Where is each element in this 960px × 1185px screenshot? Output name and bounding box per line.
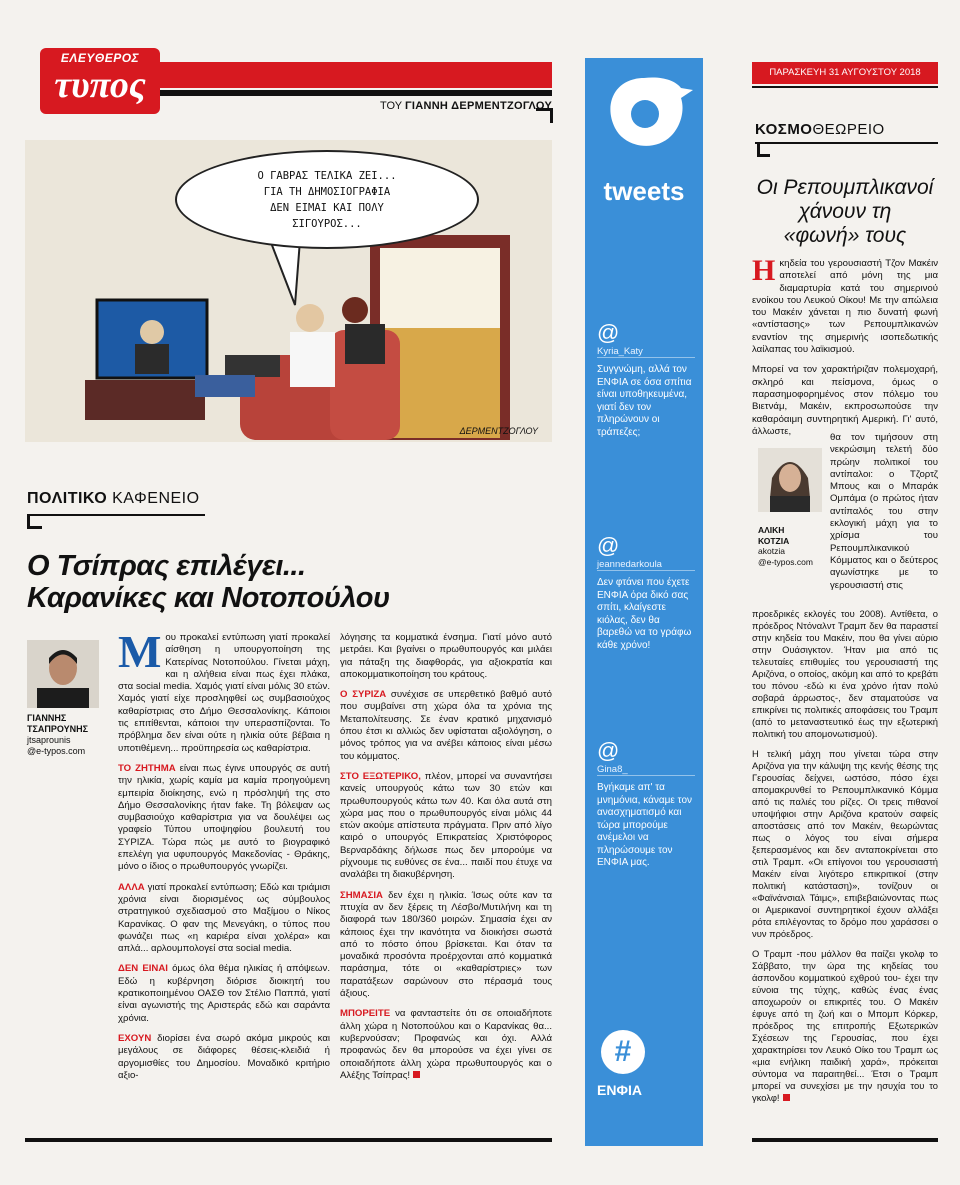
- tweet-handle[interactable]: Kyria_Katy: [597, 346, 643, 357]
- date-underline: [752, 86, 938, 88]
- right-article-intro: Ηκηδεία του γερουσιαστή Τζον Μακέιν αποτελεί από μόνη της μια διαμαρτυρία κατά του σημερινού ενοίκου του Λευκού Οίκου! Με την απώλεια του Μακέιν χάνεται η πιο δυνατή φωνή «αντίστασης» των Ρεπουμπλικανών εναντίον της σημερινής ισοπεδωτικής λαίλαπας του λαϊκισμού. Μπορεί να τον χαρακτήριζαν πολεμοχαρή, σκληρό και πείσμονα, όμως ο παρασημοφορημένος στον πόλεμο του Βιετνάμ, Μακέιν, εκπροσωπούσε την καθαρόαιμη συντηρητική Αμερική. Γι' αυτό, άλλωστε,: [752, 254, 938, 437]
- right-author-photo: [758, 448, 822, 512]
- tweet-item: [585, 320, 703, 439]
- tweet-divider: [597, 570, 695, 571]
- right-section-label: ΚΟΣΜΟΘΕΩΡΕΙΟ: [755, 121, 885, 138]
- author-portrait: [27, 640, 99, 708]
- tweets-title: tweets: [603, 176, 685, 206]
- section-underline: [27, 514, 205, 516]
- article-footer-rule: [25, 1138, 552, 1142]
- article-headline: Ο Τσίπρας επιλέγει... Καρανίκες και Νοτοπούλου: [27, 550, 390, 614]
- tweets-column: [585, 58, 703, 1146]
- speech-bubble: Ο ΓΑΒΡΑΣ ΤΕΛΙΚΑ ΖΕΙ... ΓΙΑ ΤΗ ΔΗΜΟΣΙΟΓΡΑΦΙΑ ΔΕΝ ΕΙΜΑΙ ΚΑΙ ΠΟΛΥ ΣΙΓΟΥΡΟΣ...: [175, 150, 479, 249]
- tweet-divider: [597, 775, 695, 776]
- right-section-underline: [755, 142, 938, 144]
- hashtag-label[interactable]: ΕΝΦΙΑ: [597, 1082, 642, 1098]
- right-dropcap: Η: [752, 254, 776, 287]
- section-hook-icon: [27, 516, 42, 529]
- tweet-text: Βγήκαμε απ' τα μνημόνια, κάναμε τον ανασχηματισμό και τώρα μπορούμε ανέμελοι να πληρώσουμε τον ΕΝΦΙΑ μας.: [597, 782, 693, 868]
- section-label: ΠΟΛΙΤΙΚΟ ΚΑΦΕΝΕΙΟ: [27, 490, 200, 507]
- masthead-divider: [160, 90, 552, 96]
- article-column-2: λόγησης τα κομματικά ένσημα. Γιατί μόνο αυτό μετράει. Και βγαίνει ο πρωθυπουργός και μιλάει για πάταξη της διαφθοράς, για αξιοκρατία και αποκομματικοποίηση του κράτους. Ο ΣΥΡΙΖΑ συνέχισε σε υπερθετικό βαθμό αυτό που συμβαίνει στη χώρα όλα τα χρόνια της Μεταπολίτευσης. Σε έναν κρατικό μηχανισμό όπου έτσι κι αλλιώς δεν υφίσταται αξιολόγηση, ο μόνος τρόπος για να ανέβει κάποιος είναι μέσω του κόμματος. ΣΤΟ ΕΞΩΤΕΡΙΚΟ, πλέον, μπορεί να συναντήσει κανείς υπουργούς κάτω των 30 ετών και πρωθυπουργούς κάτω των 40. Και όλα αυτά στη χώρα μας που ο πρωθυπουργός είναι μόλις 44 ετών ακούμε απίστευτα πράγματα. Πριν από λίγο καιρό ο υπουργός Επικρατείας Χριστόφορος Βερναρδάκης δήλωσε πως δεν μπορούμε να ρίχνουμε τις ευθύνες σε ένα... παιδί που έτυχε να αναλάβει τη διακυβέρνηση. ΣΗΜΑΣΙΑ δεν έχει η ηλικία. Ίσως ούτε καν τα πτυχία αν δεν ξέρεις τη Λέσβο/Μυτιλήνη και τη διαφορά των 180/360 μοιρών. Σημασία έχει αν κάποιος έχει την ικανότητα να διοικήσει σωστά από το πόστο όπου βρίσκεται. Και όταν τα μοναδικά προσόντα προέρχονται από κομματικά παράσημα, τότε οι «καθαρίστριες» των παρατάξεων σαρώνουν στο πέρασμά τους άξιους. ΜΠΟΡΕΙΤΕ να φανταστείτε ότι σε οποιαδήποτε άλλη χώρα η Νοτοπούλου και ο Καρανίκας θα... κυβερνούσαν; Προφανώς και όχι. Αλλά προφανώς δεν θα μπορούσε να έχει γίνει σε οποιαδήποτε άλλη χώρα πρωθυπουργός και ο Αλέξης Τσίπρας!: [340, 632, 552, 1081]
- end-mark: [413, 1071, 420, 1078]
- author-photo: [27, 640, 99, 708]
- tweet-handle[interactable]: jeannedarkoula: [597, 559, 662, 570]
- right-author-info: ΑΛΙΚΗ ΚΟΤΖΙΑ akotzia @e-typos.com: [758, 525, 813, 567]
- at-icon: @: [597, 533, 620, 558]
- cartoonist-signature: ΔΕΡΜΕΝΤΖΟΓΛΟΥ: [459, 426, 538, 436]
- newspaper-logo: ΕΛΕΥΘΕΡΟΣ τυπος: [40, 48, 160, 114]
- tweet-divider: [597, 357, 695, 358]
- tweet-text: Δεν φτάνει που έχετε ΕΝΦΙΑ όρα δικό σας σπίτι, κλαίγεστε κιόλας, δεν θα βαρεθώ να το γράφω κάθε χρόνο!: [597, 577, 692, 651]
- at-icon: @: [597, 320, 620, 345]
- masthead-red-bar: [160, 62, 552, 88]
- right-author-portrait: [758, 448, 822, 512]
- author-info: ΓΙΑΝΝΗΣ ΤΣΑΠΡΟΥΝΗΣ jtsaprounis @e-typos.com: [27, 713, 89, 756]
- right-section-hook-icon: [757, 144, 770, 157]
- right-footer-rule: [752, 1138, 938, 1142]
- right-article-body: προεδρικές εκλογές του 2008). Αντίθετα, ο πρόεδρος Ντόναλντ Τραμπ δεν θα παραστεί στην κηδεία του Μακέιν, που θα γίνει αύριο στην Ουάσιγκτον. Ήταν μια από τις τελευταίες επιθυμίες του γερουσιαστή της Αριζόνα, ο οποίος, ακόμη και από το κρεβάτι του πόνου -εδώ κι ένα χρόνο ήταν πολύ σοβαρά άρρωστος-, δεν σταματούσε να επικρίνει τις πολιτικές αποφάσεις του Τραμπ (από το μεταναστευτικό έως την εξωτερική πολιτική του απομονωτισμού). Η τελική μάχη που γίνεται τώρα στην Αριζόνα για την κάλυψη της κενής θέσης της Γερουσίας δείχνει, ωστόσο, πόσο έχει απομακρυνθεί το Ρεπουμπλικανικό Κόμμα από τις παλιές του ρίζες. Οι τρεις πιθανοί υποψήφιοι στην Αριζόνα κρατούν σαφείς αποστάσεις από τον Μακέιν, θεωρώντας πως ο λόγος του είναι σήμερα ξεπερασμένος και δεν ανταποκρίνεται στο στιλ Τραμπ. «Οι επίγονοι του γερουσιαστή Μακέιν είναι λιγότερο επικριτικοί (στην πολιτική κατάσταση)», τονίζουν οι «Φαϊνάνσιαλ Τάιμς», επιβεβαιώνοντας πως οι Αμερικανοί συντηρητικοί έχουν αλλάξει ρότα επιλέγοντας το δρόμο που χαράσσει ο νυν πρόεδρος. Ο Τραμπ -που μάλλον θα παίζει γκολφ το Σάββατο, την ώρα της κηδείας του άσπονδου κομματικού εχθρού του- έχει την εύνοια της τύχης, καθώς ένας ένας αποχωρούν οι επικριτές του. Ο Μακέιν έφυγε από τη ζωή και ο Μπομπ Κόρκερ, πρόεδρος της επιτροπής Εξωτερικών Σχέσεων της Γερουσίας, που έχει χαρακτηρίσει τον Λευκό Οίκο του Τραμπ ως «μια ενήλικη παιδική χαρά», πρόκειται σύντομα να παραιτηθεί... Έτσι ο Τραμπ μπορεί να συνεχίσει με την ησυχία του το γκολφ!: [752, 608, 938, 1103]
- political-cartoon: [25, 140, 552, 442]
- tweet-handle[interactable]: Gina8_: [597, 764, 628, 775]
- right-article-title: Οι Ρεπουμπλικανοί χάνουν τη «φωνή» τους: [756, 176, 934, 247]
- tweet-text: Συγγνώμη, αλλά τον ΕΝΦΙΑ σε όσα σπίτια είναι υποθηκευμένα, γιατί δεν τον πληρώνουν οι τράπεζες;: [597, 364, 692, 438]
- article-column-1: Μου προκαλεί εντύπωση γιατί προκαλεί αίσθηση η υπουργοποίηση της Κατερίνας Νοτοπούλου. Γίνεται μάχη, και η αλήθεια είναι πως έχει πλάκα, στα social media. Χαμός γιατί είναι μόλις 30 ετών. Χαμός γιατί είχε προσληφθεί ως συμβασιούχος καθαρίστριας στο Δήμο Θεσσαλονίκης. Κάποιοι τις επιτίθενται, κάποιοι την υπερασπίζονται. Το πρόβλημα δεν είναι ούτε η ηλικία ούτε βέβαια η υποτιθέμενη... προϋπηρεσία ως καθαρίστρια. ΤΟ ΖΗΤΗΜΑ είναι πως έγινε υπουργός σε αυτή την ηλικία, χωρίς καμία μα καμία προηγούμενη εμπειρία διοίκησης, ενώ η πρόσληψή της στο Δήμο Θεσσαλονίκης ήταν fake. Τη βόλεψαν ως συμβασιούχο καθαρίστρια για να δουλέψει ως γραφείο Τύπου υποψηφίου βουλευτή του ΣΥΡΙΖΑ. Τώρα πώς με αυτό το βιογραφικό επελέγη για υφυπουργός Μακεδονίας - Θράκης, μόνο ο ίδιος ο πρωθυπουργός γνωρίζει. ΑΛΛΑ γιατί προκαλεί εντύπωση; Εδώ και τριάμισι χρόνια είναι διορισμένος ως σύμβουλος στρατηγικού σχεδιασμού στο Μαξίμου ο Νίκος Καρανίκας. Ο φαν της Μενεγάκη, ο τύπος που φωνάζει πως «η καριέρα είναι χολέρα» και απλά... αρλουμπολογεί στα social media. ΔΕΝ ΕΙΝΑΙ όμως όλα θέμα ηλικίας ή απόψεων. Εδώ η κυβέρνηση διόρισε διοικητή του κρατικοποιημένου ΟΑΣΘ τον Στέλιο Παππά, γιατί είναι αγωνιστής της Αριστεράς εδώ και σαράντα χρόνια. ΕΧΟΥΝ διορίσει ένα σωρό ακόμα μικρούς και μεγάλους σε διάφορες θέσεις-κλειδιά ή αργομισθίες του Δημοσίου. Μοναδικό κριτήριο αξιο-: [118, 626, 330, 1081]
- end-mark: [783, 1094, 790, 1101]
- cartoon-byline: ΤΟΥ ΓΙΑΝΝΗ ΔΕΡΜΕΝΤΖΟΓΛΟΥ: [380, 100, 553, 112]
- twitter-bird-icon: [585, 66, 703, 176]
- date-bar: ΠΑΡΑΣΚΕΥΗ 31 ΑΥΓΟΥΣΤΟΥ 2018: [752, 62, 938, 84]
- right-article-wrap: θα τον τιμήσουν στη νεκρώσιμη τελετή δύο πρώην πολιτικοί του αντίπαλοι: ο Τζορτζ Μπους και ο Μπαράκ Ομπάμα (ο πρώτος ήταν αντίπαλός του στην εκλογική μάχη για το χρίσμα του Ρεπουμπλικανικού Κόμματος και ο δεύτερος αγωνίστηκε με το γερουσιαστή στις: [830, 432, 938, 591]
- tweet-item: [585, 738, 703, 870]
- at-icon: @: [597, 738, 620, 763]
- byline-bracket: [536, 108, 553, 123]
- hashtag-icon: #: [601, 1030, 645, 1074]
- dropcap: Μ: [118, 626, 162, 677]
- tweet-item: [585, 533, 703, 652]
